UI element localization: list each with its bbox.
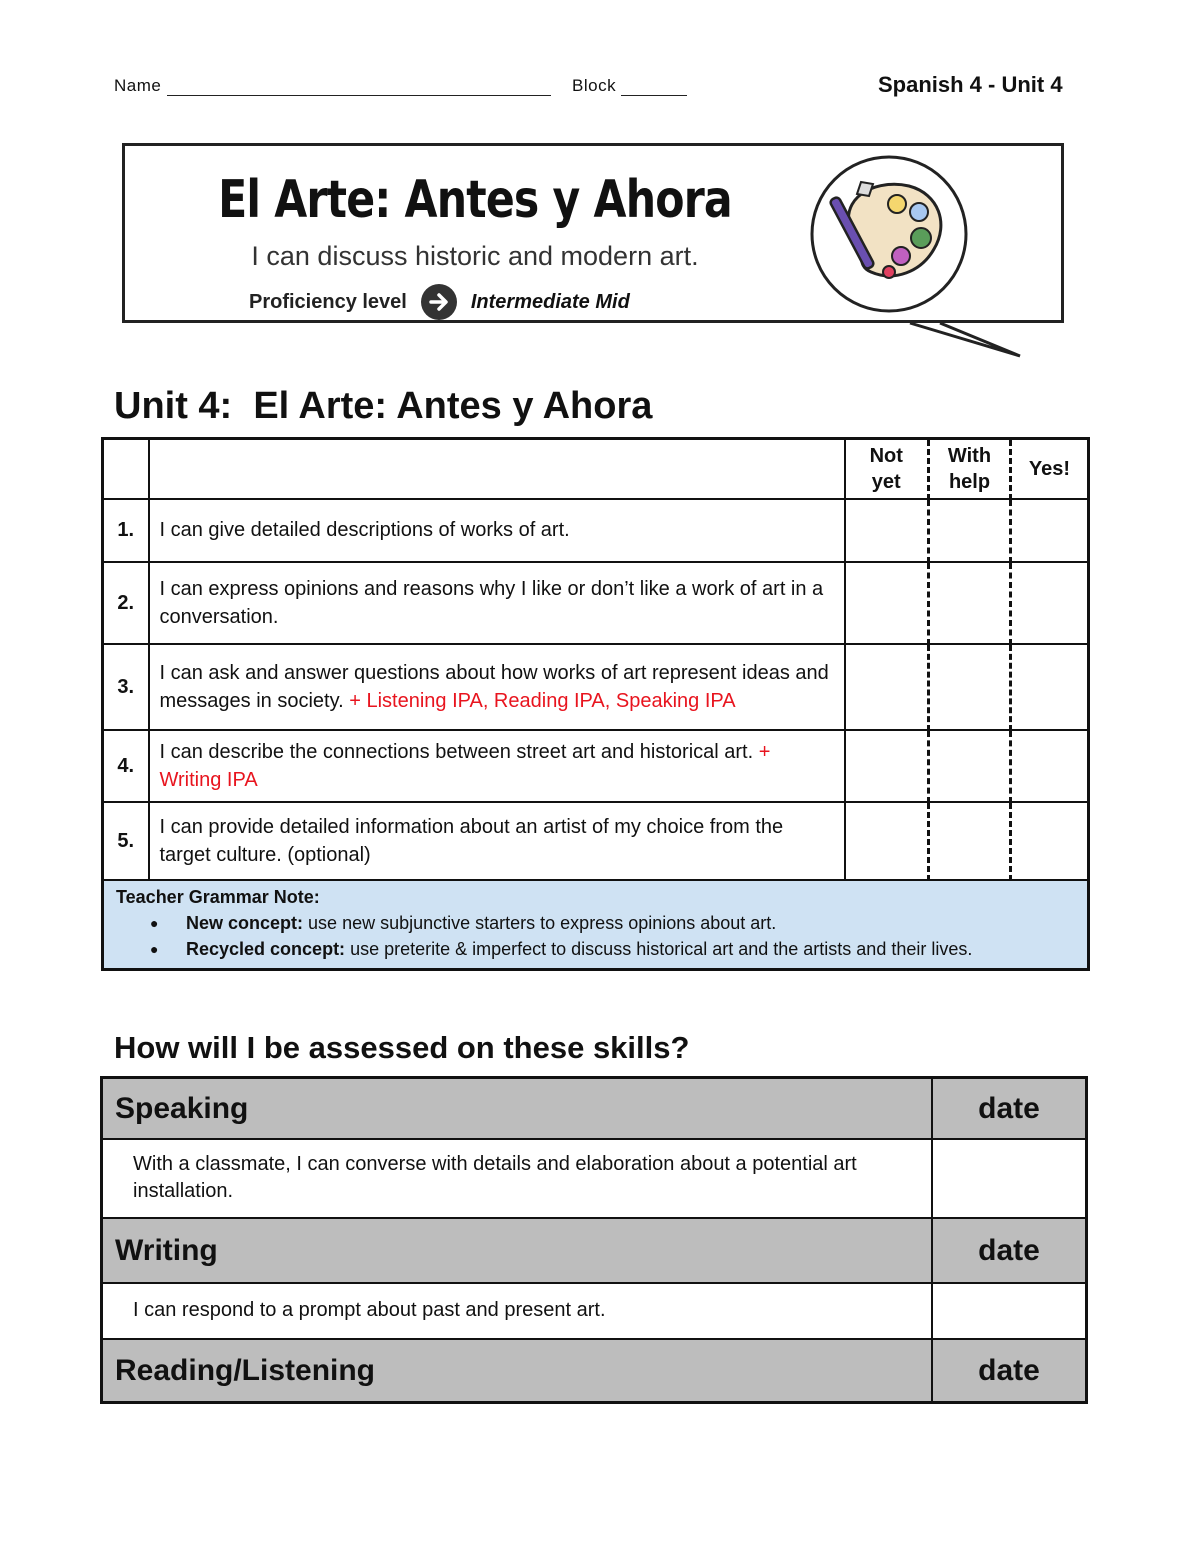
skill-row-writing <box>102 1218 1087 1283</box>
with-help-check[interactable] <box>929 802 1011 880</box>
can-do-statement <box>149 730 845 802</box>
block-label: Block <box>572 76 617 95</box>
name-field <box>114 76 551 96</box>
unit-heading: Unit 4: El Arte: Antes y Ahora <box>114 385 653 427</box>
concept-label: New concept: <box>186 912 304 933</box>
can-do-statement <box>149 802 845 880</box>
course-title: Spanish 4 - Unit 4 <box>878 72 1063 97</box>
table-row <box>103 562 1089 644</box>
ipa-note: + Writing IPA <box>159 740 771 791</box>
skill-description-row <box>102 1283 1087 1339</box>
list-item <box>186 936 1077 962</box>
arrow-right-icon <box>421 284 457 320</box>
can-do-statement <box>149 499 845 562</box>
speech-bubble-tail <box>900 318 1030 363</box>
row-number: 2. <box>103 562 149 644</box>
concept-text: use preterite & imperfect to discuss historical art and the artists and their lives. <box>350 938 973 959</box>
assessment-heading: How will I be assessed on these skills? <box>114 1030 690 1065</box>
date-header: date <box>932 1218 1086 1283</box>
not-yet-check[interactable] <box>845 562 929 644</box>
row-number: 5. <box>103 802 149 880</box>
banner-title: El Arte: Antes y Ahora <box>218 170 732 230</box>
list-item <box>186 910 1077 936</box>
not-yet-header: Not yet <box>845 439 929 499</box>
grammar-note-row <box>103 880 1089 970</box>
unit-banner <box>122 143 1064 323</box>
statement-text: I can give detailed descriptions of works of art. <box>159 519 570 541</box>
with-help-check[interactable] <box>929 562 1011 644</box>
banner-subtitle: I can discuss historic and modern art. <box>251 241 699 271</box>
statement-header <box>149 439 845 499</box>
assessment-table <box>100 1076 1088 1404</box>
statement-text: I can provide detailed information about an artist of my choice from the target culture. (optional) <box>159 815 784 866</box>
can-do-table <box>101 437 1090 971</box>
yes-check[interactable] <box>1011 730 1089 802</box>
grammar-note <box>103 880 1089 970</box>
concept-label: Recycled concept: <box>186 938 346 959</box>
table-row <box>103 730 1089 802</box>
yes-header: Yes! <box>1011 439 1089 499</box>
paint-palette-icon <box>809 154 969 314</box>
name-label: Name <box>114 76 162 95</box>
skill-row-reading-listening <box>102 1339 1087 1403</box>
table-row <box>103 499 1089 562</box>
not-yet-check[interactable] <box>845 802 929 880</box>
skill-row-speaking <box>102 1078 1087 1139</box>
row-number: 1. <box>103 499 149 562</box>
grammar-note-title: Teacher Grammar Note: <box>116 886 320 907</box>
row-number: 4. <box>103 730 149 802</box>
name-blank[interactable] <box>167 79 551 96</box>
statement-text: I can describe the connections between street art and historical art. <box>159 740 754 763</box>
yes-check[interactable] <box>1011 499 1089 562</box>
date-field[interactable] <box>932 1139 1086 1218</box>
skill-description: With a classmate, I can converse with details and elaboration about a potential art installation. <box>102 1139 933 1218</box>
not-yet-check[interactable] <box>845 499 929 562</box>
skill-description-row <box>102 1139 1087 1218</box>
with-help-check[interactable] <box>929 499 1011 562</box>
statement-text: I can ask and answer questions about how works of art represent ideas and messages in society. <box>159 661 829 712</box>
proficiency-label: Proficiency level <box>249 290 407 313</box>
proficiency-row <box>249 282 630 322</box>
can-do-statement <box>149 644 845 730</box>
date-field[interactable] <box>932 1283 1086 1339</box>
with-help-header: With help <box>929 439 1011 499</box>
grammar-note-list <box>116 910 1077 962</box>
date-header: date <box>932 1078 1086 1139</box>
table-header-row <box>103 439 1089 499</box>
date-header: date <box>932 1339 1086 1403</box>
skill-name: Reading/Listening <box>102 1339 933 1403</box>
ipa-note: + Listening IPA, Reading IPA, Speaking IPA <box>349 689 736 712</box>
row-number: 3. <box>103 644 149 730</box>
with-help-check[interactable] <box>929 644 1011 730</box>
block-field <box>572 76 687 96</box>
yes-check[interactable] <box>1011 802 1089 880</box>
can-do-statement <box>149 562 845 644</box>
yes-check[interactable] <box>1011 562 1089 644</box>
num-header <box>103 439 149 499</box>
skill-name: Speaking <box>102 1078 933 1139</box>
skill-description: I can respond to a prompt about past and present art. <box>102 1283 933 1339</box>
proficiency-level: Intermediate Mid <box>470 290 630 313</box>
table-row <box>103 802 1089 880</box>
with-help-check[interactable] <box>929 730 1011 802</box>
block-blank[interactable] <box>621 79 687 96</box>
statement-text: I can express opinions and reasons why I like or don’t like a work of art in a conversation. <box>159 577 824 628</box>
not-yet-check[interactable] <box>845 644 929 730</box>
skill-name: Writing <box>102 1218 933 1283</box>
yes-check[interactable] <box>1011 644 1089 730</box>
concept-text: use new subjunctive starters to express opinions about art. <box>308 912 777 933</box>
table-row <box>103 644 1089 730</box>
not-yet-check[interactable] <box>845 730 929 802</box>
